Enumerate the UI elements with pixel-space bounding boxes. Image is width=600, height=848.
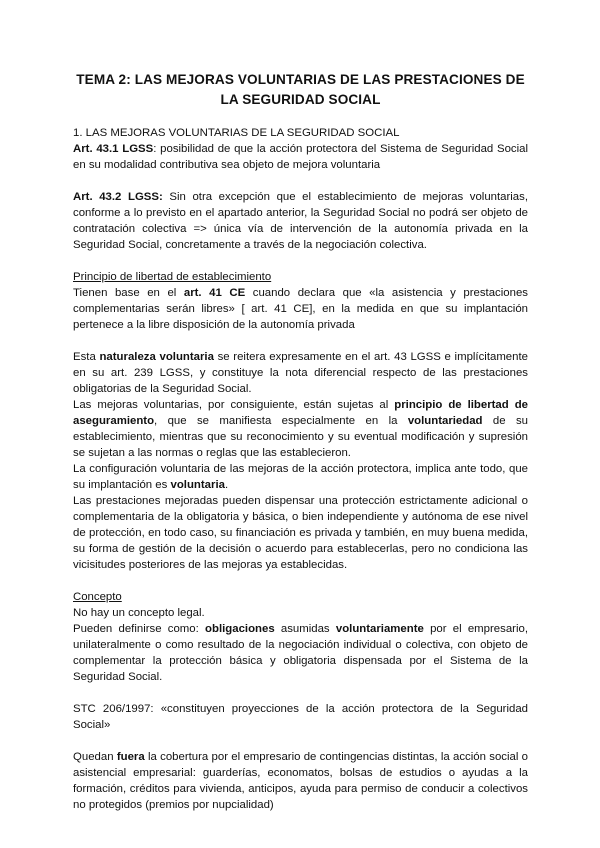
- bold-text: voluntariedad: [407, 415, 483, 427]
- text-run: por el empresario, unilateralmente o como resultado de la negociación individual o colectiva, con objeto de complementar la protección básica y obligatoria dispensada por el Sistema de la Seguridad Social.: [73, 623, 528, 683]
- text-run: Las mejoras voluntarias, por consiguiente, están sujetas al: [73, 399, 395, 411]
- paragraph: [73, 621, 528, 685]
- bold-text: art. 41 CE: [183, 287, 246, 299]
- text-run: Quedan: [73, 751, 117, 763]
- text-run: Pueden definirse como:: [73, 623, 206, 635]
- paragraph: [73, 349, 528, 397]
- document-page: [73, 70, 528, 829]
- paragraph: [73, 141, 528, 173]
- text-block: [73, 701, 528, 733]
- text-run: : posibilidad de que la acción protectora del Sistema de Seguridad Social en su modalidad contributiva sea objeto de mejora voluntaria: [73, 143, 528, 171]
- text-run: se reitera expresamente en el art. 43 LGSS e implícitamente en su art. 239 LGSS, y constituye la nota diferencial respecto de las prestaciones obligatorias de la Seguridad Social.: [73, 351, 528, 395]
- paragraph: [73, 397, 528, 461]
- bold-text: naturaleza voluntaria: [99, 351, 214, 363]
- bold-text: fuera: [116, 751, 145, 763]
- text-run: , que se manifiesta especialmente en la: [154, 415, 408, 427]
- document-title: TEMA 2: LAS MEJORAS VOLUNTARIAS DE LAS PRESTACIONES DE LA SEGURIDAD SOCIAL: [76, 72, 525, 107]
- text-block: [73, 749, 528, 813]
- paragraph: [73, 605, 528, 621]
- text-block: [73, 349, 528, 573]
- text-run: Las prestaciones mejoradas pueden dispensar una protección estrictamente adicional o complementaria de la obligatoria y básica, o bien independiente y autónoma de ese nivel de protección, en todo caso, su financiación es privada y también, en muy buena medida, su forma de gestión de la decisión o acuerdo para establecerlas, pero no condiciona las vicisitudes posteriores de las mejoras ya establecidas.: [73, 495, 528, 571]
- bold-text: principio de libertad de aseguramiento: [73, 399, 528, 427]
- paragraph: [73, 461, 528, 493]
- text-run: La configuración voluntaria de las mejoras de la acción protectora, implica ante todo, que su implantación es: [73, 463, 528, 491]
- section-heading: 1. LAS MEJORAS VOLUNTARIAS DE LA SEGURIDAD SOCIAL: [73, 127, 400, 139]
- text-run: la cobertura por el empresario de contingencias distintas, la acción social o asistencial empresarial: guarderías, economatos, bolsas de estudios o ayudas a la formación, créditos para vivienda, anticipos, ayuda para permiso de conducir a colectivos no protegidos (premios por nupcialidad): [73, 751, 528, 811]
- text-block: [73, 189, 528, 253]
- bold-text: obligaciones: [205, 623, 275, 635]
- text-block: [73, 141, 528, 173]
- text-block: [73, 589, 528, 685]
- document-body: [73, 141, 528, 813]
- text-run: Esta: [73, 351, 100, 363]
- text-run: STC 206/1997: «constituyen proyecciones de la acción protectora de la Seguridad Social»: [73, 703, 528, 731]
- paragraph: [73, 701, 528, 733]
- subheading: [73, 269, 528, 285]
- text-run: Principio de libertad de establecimiento: [73, 271, 272, 283]
- paragraph: [73, 285, 528, 333]
- paragraph: [73, 493, 528, 573]
- text-run: cuando declara que «la asistencia y prestaciones complementarias serán libres» [ art. 41 CE], en la medida en que su implantación pertenece a la libre disposición de la autonomía privada: [73, 287, 528, 331]
- bold-text: Art. 43.2 LGSS:: [73, 191, 163, 203]
- subheading: [73, 589, 528, 605]
- text-run: .: [224, 479, 229, 491]
- paragraph: [73, 189, 528, 253]
- text-run: No hay un concepto legal.: [73, 607, 205, 619]
- paragraph: [73, 749, 528, 813]
- text-run: Sin otra excepción que el establecimiento de mejoras voluntarias, conforme a lo previsto en el apartado anterior, la Seguridad Social no podrá ser objeto de contratación colectiva => única vía de intervención de la autonomía privada en la Seguridad Social, concretamente a través de la negociación colectiva.: [73, 191, 529, 251]
- bold-text: Art. 43.1 LGSS: [73, 143, 154, 155]
- text-run: Concepto: [73, 591, 122, 603]
- text-block: [73, 269, 528, 333]
- text-run: de su establecimiento, mientras que su reconocimiento y su eventual modificación y supresión se sujetan a las normas o reglas que las establecieron.: [73, 415, 528, 459]
- bold-text: voluntaria: [170, 479, 225, 491]
- text-run: asumidas: [274, 623, 336, 635]
- text-run: Tienen base en el: [73, 287, 184, 299]
- bold-text: voluntariamente: [335, 623, 424, 635]
